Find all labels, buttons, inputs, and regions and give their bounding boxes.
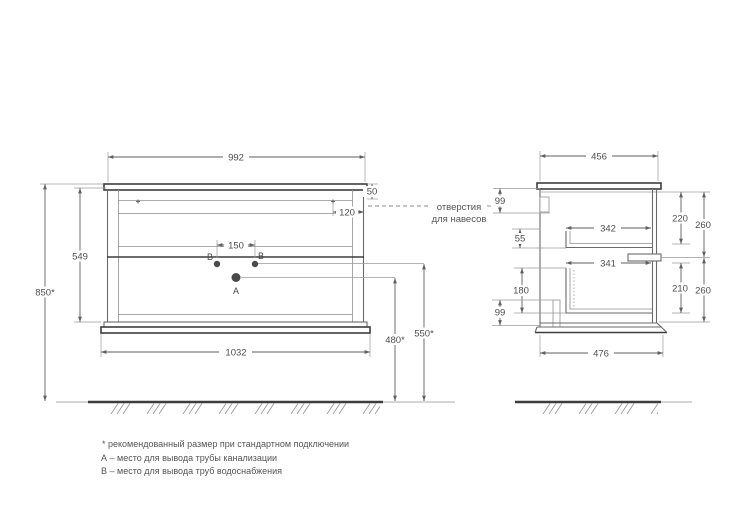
dim-top-depth bbox=[540, 151, 658, 182]
front-plinth-base bbox=[101, 327, 370, 333]
footer-note-a: А – место для вывода трубы канализации bbox=[101, 453, 278, 463]
dim-base-width bbox=[101, 334, 370, 359]
dim-drain-height bbox=[380, 278, 410, 401]
dim-body-height bbox=[67, 188, 106, 322]
water-hole-left bbox=[214, 261, 220, 267]
side-plinth-right-diagonal bbox=[657, 323, 667, 333]
dim-lower-inner-height-label: 210 bbox=[672, 283, 688, 295]
dim-base-depth-label: 476 bbox=[593, 348, 609, 360]
dim-upper-outer-height-label: 260 bbox=[695, 220, 711, 231]
dim-upper-inner-height-label: 220 bbox=[672, 213, 688, 225]
dim-hanger-top-label: 99 bbox=[494, 196, 506, 207]
side-hanger-bracket-top bbox=[540, 197, 549, 212]
lower-drawer-outer bbox=[566, 268, 652, 313]
dim-top-width bbox=[108, 152, 365, 183]
dim-upper-inner-height bbox=[669, 192, 692, 244]
dim-lower-drawer-height-label: 180 bbox=[513, 285, 529, 297]
side-plinth-left bbox=[535, 327, 537, 333]
dim-hanger-bottom-label: 99 bbox=[494, 307, 506, 319]
hangers-note bbox=[368, 202, 493, 225]
hole-b-right-label: В bbox=[257, 251, 265, 261]
dim-holes-spacing-label: 150 bbox=[228, 240, 244, 252]
dim-supply-height-label: 550* bbox=[414, 328, 434, 340]
water-hole-right bbox=[252, 261, 258, 267]
dim-body-height-label: 549 bbox=[72, 251, 88, 263]
dim-total-height bbox=[30, 184, 103, 401]
footer-notes bbox=[101, 439, 349, 476]
hole-a-label: А bbox=[232, 286, 240, 296]
side-countertop bbox=[537, 183, 661, 189]
dim-hanger-offset-label: 120 bbox=[339, 207, 355, 219]
front-countertop bbox=[104, 184, 367, 190]
side-view-dimensions bbox=[492, 151, 715, 360]
dim-upper-drawer-depth bbox=[566, 223, 651, 235]
floor-hatching-right bbox=[528, 404, 658, 418]
dim-gap-top-label: 55 bbox=[514, 233, 526, 245]
hole-b-left-label: В bbox=[206, 252, 214, 262]
dim-lower-outer-height-label: 260 bbox=[695, 285, 711, 297]
dim-upper-outer-height bbox=[692, 192, 715, 257]
dim-lower-inner-height bbox=[669, 263, 692, 313]
dim-top-thickness bbox=[363, 184, 381, 199]
drain-hole bbox=[232, 273, 241, 282]
dim-base-depth bbox=[540, 335, 663, 360]
dim-upper-drawer-depth-label: 342 bbox=[600, 223, 616, 235]
footer-note-b: В – место для вывода труб водоснабжения bbox=[101, 466, 283, 476]
dim-holes-spacing bbox=[217, 240, 255, 259]
hangers-note-line2: для навесов bbox=[431, 214, 487, 225]
floor bbox=[56, 402, 692, 418]
dim-top-width-label: 992 bbox=[228, 152, 244, 164]
dim-top-depth-label: 456 bbox=[591, 151, 607, 163]
dim-hanger-offset bbox=[333, 203, 364, 219]
dim-base-width-label: 1032 bbox=[225, 347, 247, 359]
side-view bbox=[535, 183, 710, 333]
hangers-note-line1: отверстия bbox=[436, 202, 482, 213]
dim-supply-height bbox=[409, 264, 439, 401]
dim-lower-drawer-depth-label: 341 bbox=[600, 258, 616, 270]
dim-drain-height-label: 480* bbox=[385, 335, 405, 346]
drawer-handle-bar bbox=[628, 254, 661, 261]
dim-top-thickness-label: 50 bbox=[366, 186, 378, 198]
lower-drawer-inner bbox=[570, 268, 652, 309]
dim-total-height-label: 850* bbox=[35, 287, 55, 299]
dim-gap-top bbox=[512, 229, 566, 248]
footer-note-recommended: * рекомендованный размер при стандартном подключении bbox=[102, 439, 350, 449]
floor-hatching-left bbox=[102, 404, 380, 418]
